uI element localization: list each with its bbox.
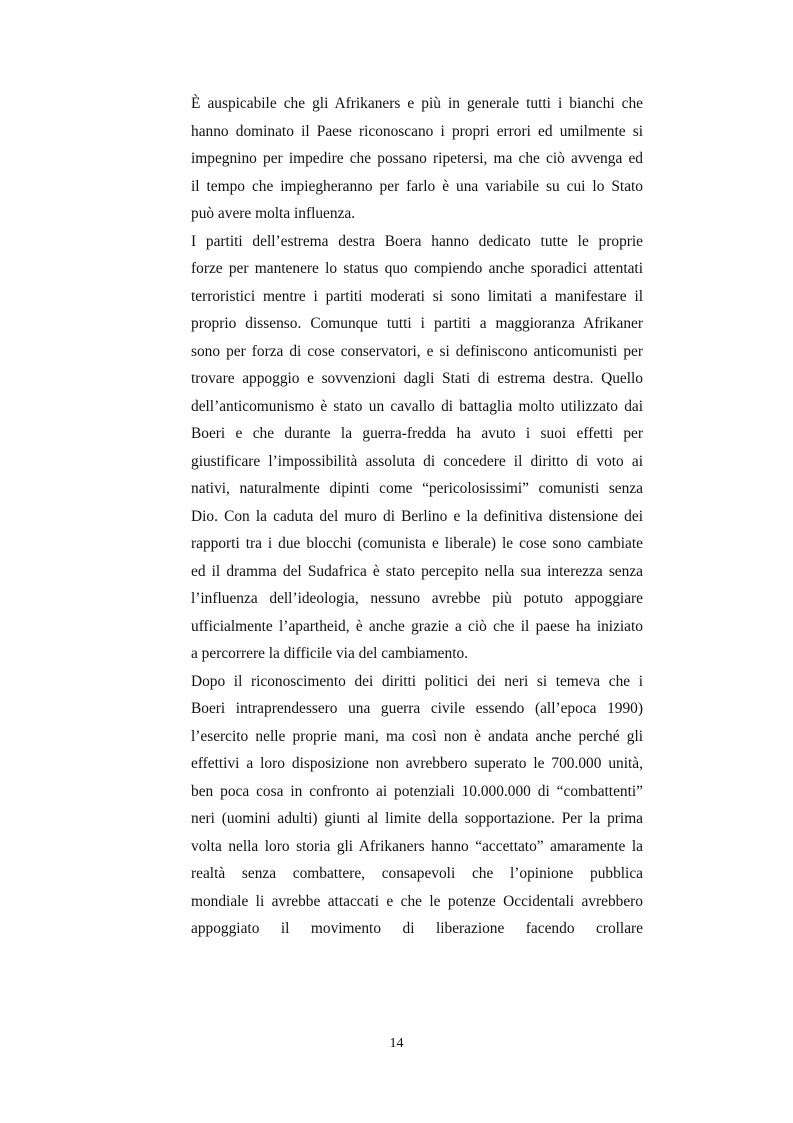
text-line: neri (uomini adulti) giunti al limite della sopportazione. Per la prima xyxy=(191,810,643,827)
text-line: impegnino per impedire che possano ripetersi, ma che ciò avvenga ed xyxy=(191,150,643,167)
text-line: Boeri e che durante la guerra-fredda ha avuto i suoi effetti per xyxy=(191,425,643,442)
paragraph-2 xyxy=(191,228,643,668)
text-line: realtà senza combattere, consapevoli che l’opinione pubblica xyxy=(191,865,643,882)
text-line: Dio. Con la caduta del muro di Berlino e la definitiva distensione dei xyxy=(191,507,643,525)
text-line: Dopo il riconoscimento dei diritti politici dei neri si temeva che i xyxy=(191,672,643,690)
text-line: ben poca cosa in confronto ai potenziali 10.000.000 di “combattenti” xyxy=(191,782,643,800)
text-line: l’esercito nelle proprie mani, ma così non è andata anche perché gli xyxy=(191,727,643,745)
text-line: Boeri intraprendessero una guerra civile essendo (all’epoca 1990) xyxy=(191,700,643,717)
text-line: dell’anticomunismo è stato un cavallo di battaglia molto utilizzato dai xyxy=(191,397,643,415)
text-line: può avere molta influenza. xyxy=(191,205,356,222)
text-line: giustificare l’impossibilità assoluta di concedere il diritto di voto ai xyxy=(191,452,643,470)
text-line: rapporti tra i due blocchi (comunista e liberale) le cose sono cambiate xyxy=(191,535,643,552)
text-line: ufficialmente l’apartheid, è anche grazie a ciò che il paese ha iniziato xyxy=(191,617,643,635)
text-line: appoggiato il movimento di liberazione facendo crollare xyxy=(191,920,643,937)
text-line: volta nella loro storia gli Afrikaners hanno “accettato” amaramente la xyxy=(191,837,643,855)
body-text xyxy=(191,90,643,943)
text-line: nativi, naturalmente dipinti come “pericolosissimi” comunisti senza xyxy=(191,480,643,497)
page-number: 14 xyxy=(389,1036,404,1051)
text-line: forze per mantenere lo status quo compiendo anche sporadici attentati xyxy=(191,260,643,277)
text-line: a percorrere la difficile via del cambiamento. xyxy=(191,645,469,662)
text-line: trovare appoggio e sovvenzioni dagli Stati di estrema destra. Quello xyxy=(191,370,643,387)
text-line: È auspicabile che gli Afrikaners e più in generale tutti i bianchi che xyxy=(191,95,643,112)
text-line: l’influenza dell’ideologia, nessuno avrebbe più potuto appoggiare xyxy=(191,590,643,607)
text-line: terroristici mentre i partiti moderati si sono limitati a manifestare il xyxy=(191,287,643,305)
text-line: proprio dissenso. Comunque tutti i partiti a maggioranza Afrikaner xyxy=(191,315,643,332)
paragraph-1 xyxy=(191,90,643,228)
text-line: I partiti dell’estrema destra Boera hanno dedicato tutte le proprie xyxy=(191,232,643,250)
text-line: mondiale li avrebbe attaccati e che le potenze Occidentali avrebbero xyxy=(191,892,643,910)
text-line: sono per forza di cose conservatori, e si definiscono anticomunisti per xyxy=(191,342,643,360)
text-line: ed il dramma del Sudafrica è stato percepito nella sua interezza senza xyxy=(191,562,643,580)
paragraph-3 xyxy=(191,668,643,943)
text-line: hanno dominato il Paese riconoscano i propri errori ed umilmente si xyxy=(191,122,643,140)
text-line: il tempo che impiegheranno per farlo è una variabile su cui lo Stato xyxy=(191,177,643,195)
text-line: effettivi a loro disposizione non avrebbero superato le 700.000 unità, xyxy=(191,755,643,772)
